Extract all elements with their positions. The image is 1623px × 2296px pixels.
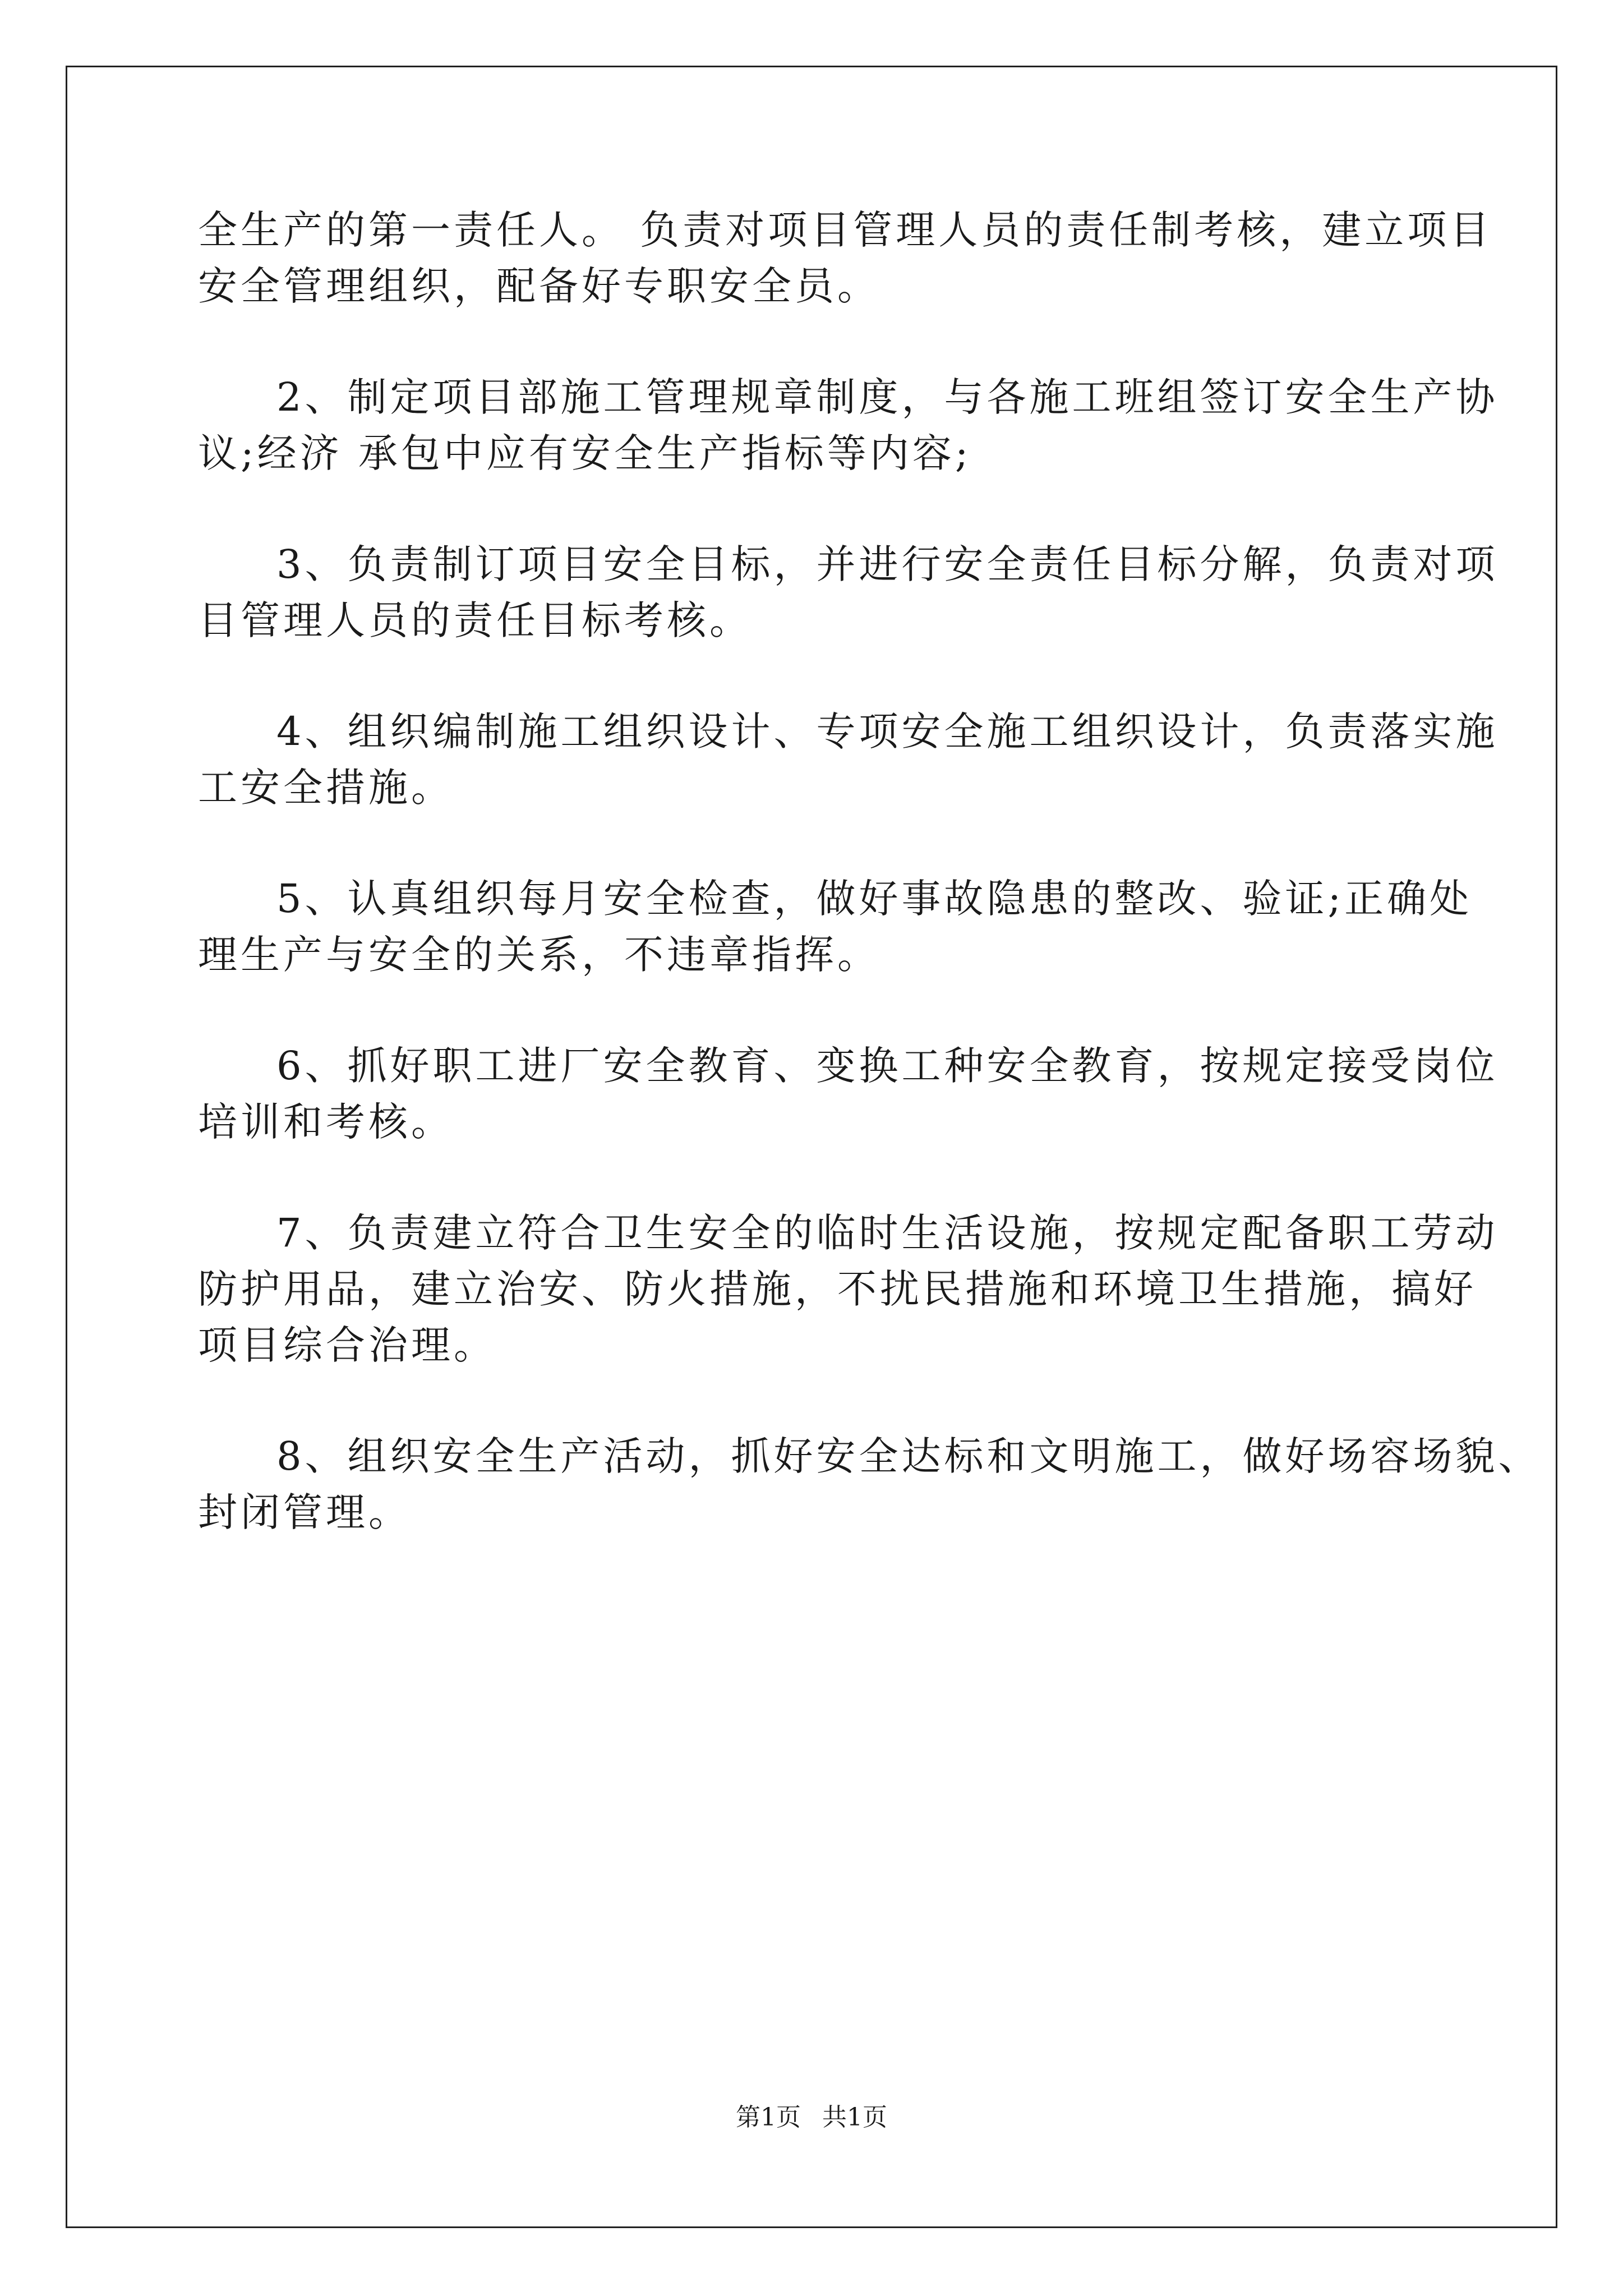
- paragraph-line: 目管理人员的责任目标考核。: [198, 597, 752, 643]
- paragraph-2: [198, 369, 1498, 481]
- paragraph-line: 6、抓好职工进厂安全教育、变换工种安全教育，按规定接受岗位: [276, 1043, 1498, 1089]
- paragraph-8: [198, 1428, 1541, 1540]
- paragraph-line: 工安全措施。: [198, 765, 454, 811]
- paragraph-line: 项目综合治理。: [198, 1322, 496, 1368]
- paragraph-1: [198, 202, 1493, 314]
- paragraph-line: 8、组织安全生产活动，抓好安全达标和文明施工，做好场容场貌、: [276, 1433, 1541, 1479]
- paragraph-line: 5、认真组织每月安全检查，做好事故隐患的整改、验证;正确处: [276, 876, 1473, 922]
- page-number-current: 第1页: [736, 2103, 801, 2132]
- paragraph-line: 3、负责制订项目安全目标，并进行安全责任目标分解，负责对项: [276, 541, 1498, 587]
- paragraph-line: 理生产与安全的关系，不违章指挥。: [198, 932, 880, 978]
- paragraph-7: [198, 1205, 1498, 1373]
- paragraph-line: 2、制定项目部施工管理规章制度，与各施工班组签订安全生产协: [276, 374, 1498, 420]
- paragraph-4: [198, 703, 1498, 816]
- paragraph-line: 4、组织编制施工组织设计、专项安全施工组织设计，负责落实施: [276, 708, 1498, 754]
- paragraph-line: 安全管理组织，配备好专职安全员。: [198, 263, 880, 309]
- paragraph-5: [198, 871, 1473, 983]
- paragraph-3: [198, 536, 1498, 648]
- paragraph-line: 7、负责建立符合卫生安全的临时生活设施，按规定配备职工劳动: [276, 1210, 1498, 1256]
- page-number-total: 共1页: [822, 2103, 887, 2132]
- paragraph-line: 封闭管理。: [198, 1489, 411, 1535]
- page-footer: [0, 2101, 1623, 2134]
- paragraph-line: 全生产的第一责任人。 负责对项目管理人员的责任制考核，建立项目: [198, 207, 1493, 253]
- paragraph-line: 议;经济 承包中应有安全生产指标等内容;: [198, 430, 972, 476]
- document-body: [198, 202, 1541, 1540]
- paragraph-line: 培训和考核。: [198, 1099, 454, 1145]
- paragraph-6: [198, 1038, 1498, 1150]
- paragraph-line: 防护用品，建立治安、防火措施，不扰民措施和环境卫生措施，搞好: [198, 1266, 1477, 1312]
